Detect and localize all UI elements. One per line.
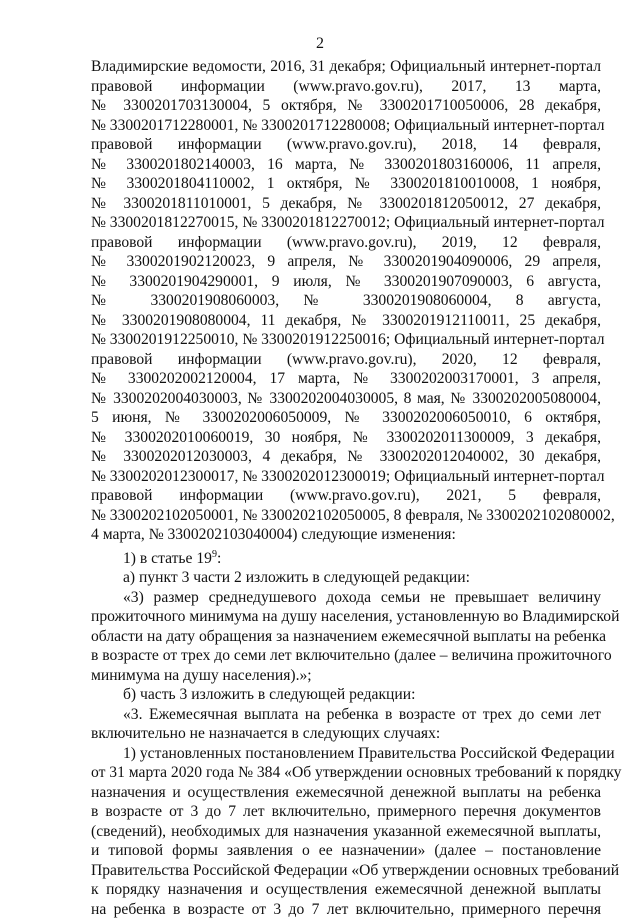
body-line: № 3300201912250010, № 3300201912250016; Официальный интернет-портал bbox=[91, 331, 605, 348]
subitem-line: и типовой формы заявления о ее назначении» (далее – постановление bbox=[91, 842, 601, 860]
body-line: правовой информации (www.pravo.gov.ru), 2021, 5 февраля, bbox=[91, 487, 601, 504]
body-line: № 3300201802140003, 16 марта, № 3300201803160006, 11 апреля, bbox=[91, 155, 601, 173]
amendment-item-a: а) пункт 3 части 2 изложить в следующей редакции: bbox=[123, 569, 470, 587]
subitem-line: Правительства Российской Федерации «Об утверждении основных требований bbox=[91, 861, 620, 879]
subitem-line: назначения и осуществления ежемесячной денежной выплаты на ребенка bbox=[91, 783, 601, 801]
body-line: № 3300202012300017, № 3300202012300019; Официальный интернет-портал bbox=[91, 467, 605, 485]
quote-line: включительно не назначается в следующих случаях: bbox=[91, 725, 441, 743]
body-line: № 3300201811010001, 5 декабря, № 3300201812050012, 27 декабря, bbox=[91, 194, 601, 212]
body-line: правовой информации (www.pravo.gov.ru), 2018, 14 февраля, bbox=[91, 136, 601, 153]
body-line: 4 марта, № 3300202103040004) следующие изменения: bbox=[91, 526, 456, 543]
body-line: № 3300201908080004, 11 декабря, № 3300201912110011, 25 декабря, bbox=[91, 311, 601, 329]
document-body bbox=[91, 57, 622, 919]
body-line: правовой информации (www.pravo.gov.ru), 2020, 12 февраля, bbox=[91, 350, 601, 368]
body-line: № 3300201703130004, 5 октября, № 3300201710050006, 28 декабря, bbox=[91, 97, 601, 114]
body-line: № 3300201904290001, 9 июля, № 3300201907090003, 6 августа, bbox=[91, 272, 601, 290]
body-line: № 3300202102050001, № 3300202102050005, 8 февраля, № 3300202102080002, bbox=[91, 506, 615, 524]
body-line: № 3300201712280001, № 3300201712280008; Официальный интернет-портал bbox=[91, 116, 605, 134]
body-line: № 3300202002120004, 17 марта, № 3300202003170001, 3 апреля, bbox=[91, 370, 601, 387]
body-line: № 3300202012030003, 4 декабря, № 3300202012040002, 30 декабря, bbox=[91, 448, 601, 465]
body-line: № 3300201902120023, 9 апреля, № 3300201904090006, 29 апреля, bbox=[91, 253, 601, 270]
quote-line: минимума на душу населения).»; bbox=[91, 666, 312, 684]
article-superscript: 9 bbox=[211, 548, 217, 560]
amendment-item-b: б) часть 3 изложить в следующей редакции: bbox=[123, 686, 416, 704]
quote-line: в возрасте от трех до семи лет включительно (далее – величина прожиточного bbox=[91, 647, 612, 665]
body-line: правовой информации (www.pravo.gov.ru), 2017, 13 марта, bbox=[91, 77, 601, 95]
body-line: Владимирские ведомости, 2016, 31 декабря; Официальный интернет-портал bbox=[91, 58, 601, 75]
quote-line: области на дату обращения за назначением ежемесячной выплаты на ребенка bbox=[91, 627, 606, 645]
body-line: № 3300201804110002, 1 октября, № 3300201810010008, 1 ноября, bbox=[91, 175, 601, 192]
amendment-item-1-text: 1) в статье 19 bbox=[123, 549, 212, 567]
page-number: 2 bbox=[316, 35, 324, 52]
subitem-line: в возрасте от 3 до 7 лет включительно, примерного перечня документов bbox=[91, 803, 601, 821]
subitem-line: (сведений), необходимых для назначения указанной ежемесячной выплаты, bbox=[91, 822, 601, 840]
body-line: 5 июня, № 3300202006050009, № 3300202006050010, 6 октября, bbox=[91, 409, 601, 426]
subitem-line: от 31 марта 2020 года № 384 «Об утверждении основных требований к порядку bbox=[91, 764, 622, 782]
quote-line: «3) размер среднедушевого дохода семьи не превышает величину bbox=[123, 588, 601, 606]
amendment-item-1 bbox=[91, 545, 601, 569]
subitem-line: к порядку назначения и осуществления ежемесячной денежной выплаты bbox=[91, 881, 601, 899]
subitem-line: 1) установленных постановлением Правительства Российской Федерации bbox=[123, 744, 615, 762]
amendment-item-1-colon: : bbox=[216, 549, 222, 567]
body-line: № 3300202004030003, № 3300202004030005, 8 мая, № 3300202005080004, bbox=[91, 389, 601, 407]
body-line: № 3300201812270015, № 3300201812270012; Официальный интернет-портал bbox=[91, 214, 605, 231]
body-line: правовой информации (www.pravo.gov.ru), 2019, 12 февраля, bbox=[91, 233, 601, 251]
body-line: № 3300202010060019, 30 ноября, № 3300202011300009, 3 декабря, bbox=[91, 428, 601, 446]
body-line: № 3300201908060003, № 3300201908060004, 8 августа, bbox=[91, 292, 601, 309]
quote-line: «3. Ежемесячная выплата на ребенка в возрасте от трех до семи лет bbox=[123, 705, 601, 723]
subitem-line: на ребенка в возрасте от 3 до 7 лет включительно, примерного перечня bbox=[91, 900, 601, 918]
quote-line: прожиточного минимума на душу населения, установленную во Владимирской bbox=[91, 608, 620, 626]
